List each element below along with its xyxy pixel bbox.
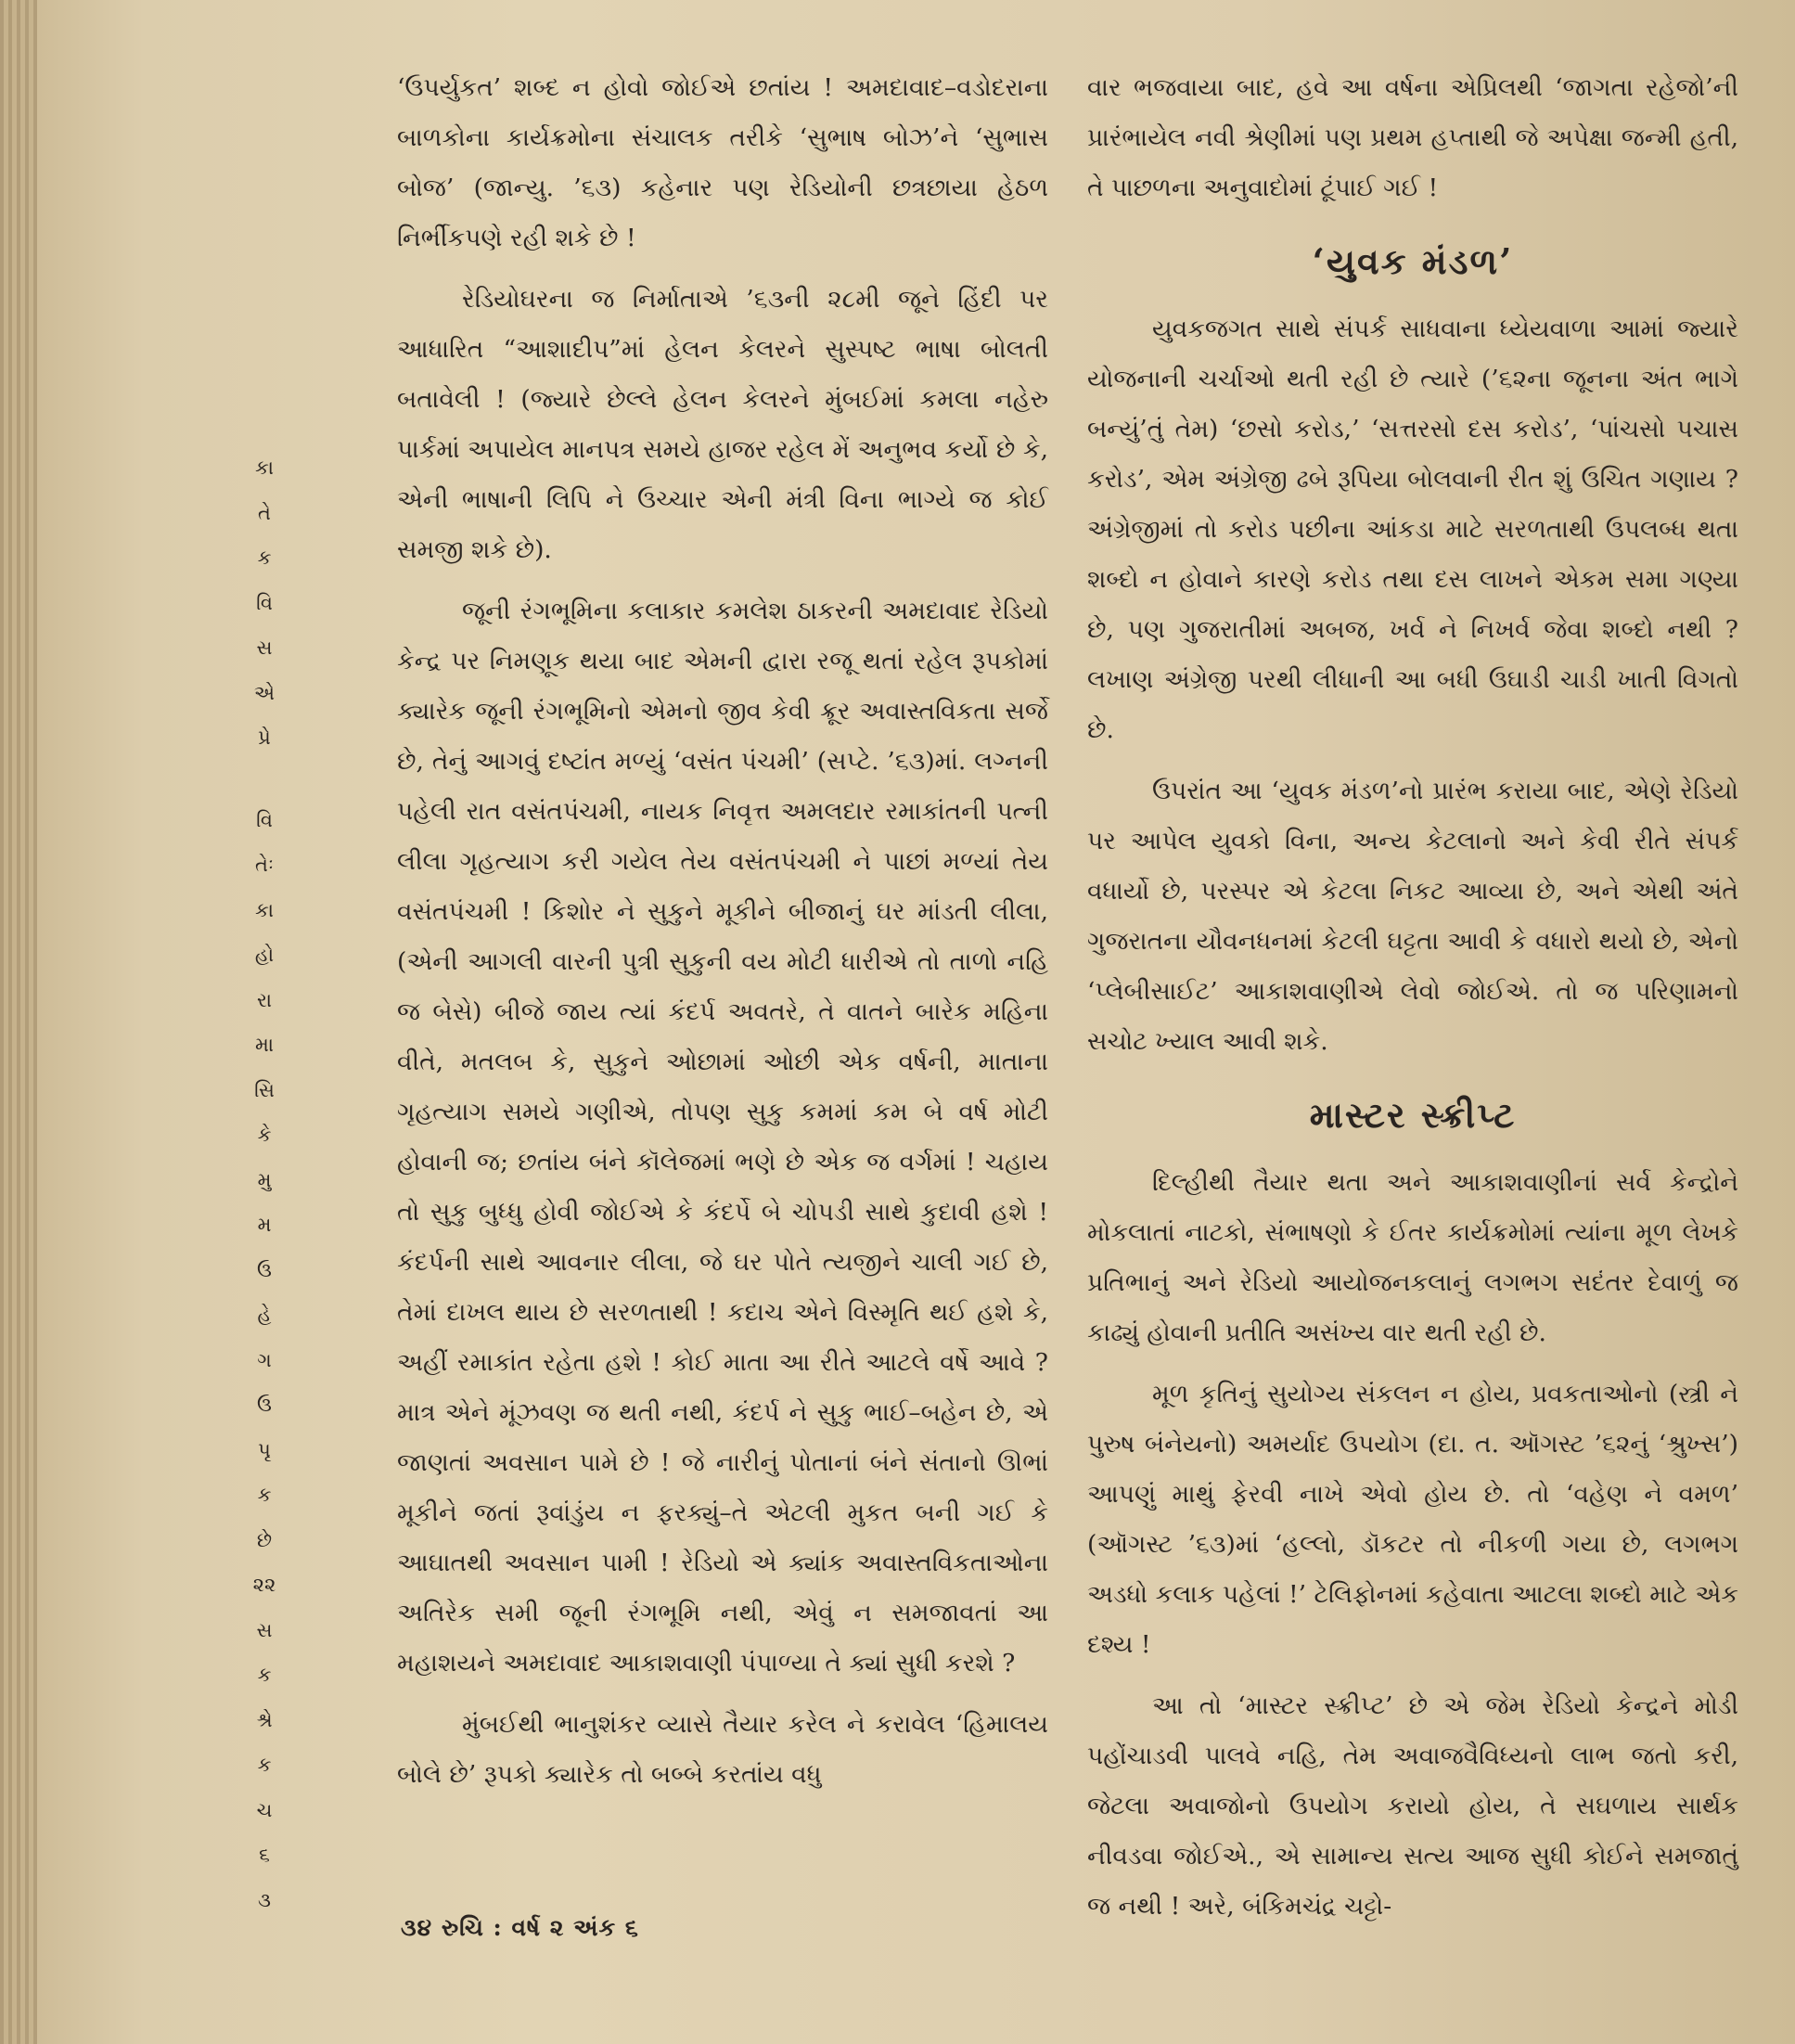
margin-char: એ: [253, 681, 276, 704]
paragraph: ઉપરાંત આ ‘યુવક મંડળ’નો પ્રારંભ કરાયા બાદ, એણે રેડિયો પર આપેલ યુવકો વિના, અન્ય કેટલાનો અને કેવી રીતે સંપર્ક વધાર્યો છે, પરસ્પર એ કેટલા નિકટ આવ્યા છે, અને એથી અંતે ગુજરાતના યૌવનધનમાં કેટલી ઘટ્ટતા આવી કે વધારો થયો છે, એનો ‘પ્લેબીસાઈટ’ આકાશવાણીએ લેવો જોઈએ. તો જ પરિણામનો સચોટ ખ્યાલ આવી શકે.: [1087, 777, 1738, 1056]
margin-char: ક: [257, 546, 272, 569]
margin-char: વિ: [256, 808, 273, 831]
section-heading-yuvak-mandal: ‘યુવક મંડળ’: [1312, 240, 1514, 282]
margin-char: પૃ: [258, 1438, 271, 1461]
stacked-pages-edge: [0, 0, 37, 2044]
margin-char: રા: [256, 988, 272, 1011]
left-column: [397, 63, 1048, 1811]
paragraph: યુવકજગત સાથે સંપર્ક સાધવાના ધ્યેયવાળા આમાં જ્યારે યોજનાની ચર્ચાઓ થતી રહી છે ત્યારે (’૬૨ના જૂનના અંત ભાગે બન્યું’તું તેમ) ‘છસો કરોડ,’ ‘સત્તરસો દસ કરોડ’, ‘પાંચસો પચાસ કરોડ’, એમ અંગ્રેજી ઢબે રૂપિયા બોલવાની રીત શું ઉચિત ગણાય ? અંગ્રેજીમાં તો કરોડ પછીના આંકડા માટે સરળતાથી ઉપલબ્ધ થતા શબ્દો ન હોવાને કારણે કરોડ તથા દસ લાખને એકમ સમા ગણ્યા છે, પણ ગુજરાતીમાં અબજ, ખર્વ ને નિખર્વ જેવા શબ્દો નથી ? લખાણ અંગ્રેજી પરથી લીધાની આ બધી ઉઘાડી ચાડી ખાતી વિગતો છે.: [1087, 315, 1738, 744]
section-heading-master-script: માસ્ટર સ્ક્રીપ્ટ: [1309, 1094, 1517, 1136]
margin-char: મા: [255, 1034, 274, 1056]
margin-char: કા: [255, 456, 274, 479]
paragraph: વાર ભજવાયા બાદ, હવે આ વર્ષના એપ્રિલથી ‘જાગતા રહેજો’ની પ્રારંભાયેલ નવી શ્રેણીમાં પણ પ્રથમ હપ્તાથી જે અપેક્ષા જન્મી હતી, તે પાછળના અનુવાદોમાં ટૂંપાઈ ગઈ !: [1087, 73, 1738, 202]
margin-char: ક: [257, 1484, 272, 1506]
paragraph: રેડિયોઘરના જ નિર્માતાએ ’૬૩ની ૨૮મી જૂને હિંદી પર આધારિત “આશાદીપ”માં હેલન કેલરને સુસ્પષ્ટ ભાષા બોલતી બતાવેલી ! (જ્યારે છેલ્લે હેલન કેલરને મુંબઈમાં કમલા નહેરુ પાર્કમાં અપાયેલ માનપત્ર સમયે હાજર રહેલ મેં અનુભવ કર્યો છે કે, એની ભાષાની લિપિ ને ઉચ્ચાર એની મંત્રી વિના ભાગ્યે જ કોઈ સમજી શકે છે).: [397, 285, 1048, 564]
margin-char: ગ: [257, 1348, 272, 1371]
paragraph: દિલ્હીથી તૈયાર થતા અને આકાશવાણીનાં સર્વ કેન્દ્રોને મોકલાતાં નાટકો, સંભાષણો કે ઈતર કાર્યક્રમોમાં ત્યાંના મૂળ લેખકે પ્રતિભાનું અને રેડિયો આયોજનકલાનું લગભગ સદંતર દેવાળું જ કાઢ્યું હોવાની પ્રતીતિ અસંખ્ય વાર થતી રહી છે.: [1087, 1168, 1738, 1347]
margin-char: ઉ: [257, 1258, 272, 1281]
margin-char: ૨૨: [252, 1574, 276, 1596]
margin-char: ચ: [256, 1798, 273, 1821]
underlying-page-margin-text: [232, 445, 297, 2041]
margin-group-2: [253, 798, 276, 1923]
margin-char: વિ: [256, 591, 273, 614]
paragraph: મુંબઈથી ભાનુશંકર વ્યાસે તૈયાર કરેલ ને કરાવેલ ‘હિમાલય બોલે છે’ રૂપકો ક્યારેક તો બબ્બે કરતાંય વધુ: [397, 1710, 1048, 1789]
margin-char: ઉ: [257, 1394, 272, 1416]
margin-char: પ્રે: [258, 726, 271, 749]
margin-char: મ: [257, 1214, 272, 1236]
margin-char: સિ: [254, 1078, 275, 1101]
right-column: [1087, 63, 1738, 1943]
margin-char: ક: [257, 1664, 272, 1686]
margin-char: હે: [257, 1304, 272, 1326]
page-footer: ૩૪ રુચિ : વર્ષ ૨ અંક ૬: [401, 1914, 639, 1941]
paragraph: જૂની રંગભૂમિના કલાકાર કમલેશ ઠાકરની અમદાવાદ રેડિયો કેન્દ્ર પર નિમણૂક થયા બાદ એમની દ્વારા રજૂ થતાં રહેલ રૂપકોમાં ક્યારેક જૂની રંગભૂમિનો એમનો જીવ કેવી ક્રૂર અવાસ્તવિકતા સર્જે છે, તેનું આગવું દષ્ટાંત મળ્યું ‘વસંત પંચમી’ (સપ્ટે. ’૬૩)માં. લગ્નની પહેલી રાત વસંતપંચમી, નાયક નિવૃત્ત અમલદાર રમાકાંતની પત્ની લીલા ગૃહત્યાગ કરી ગયેલ તેય વસંતપંચમી ને પાછાં મળ્યાં તેય વસંતપંચમી ! કિશોર ને સુકુને મૂકીને બીજાનું ઘર માંડતી લીલા, (એની આગલી વારની પુત્રી સુકુની વય મોટી ધારીએ તો તાળો નહિ જ બેસે) બીજે જાય ત્યાં કંદર્પ અવતરે, તે વાતને બારેક મહિના વીતે, મતલબ કે, સુકુને ઓછામાં ઓછી એક વર્ષની, માતાના ગૃહત્યાગ સમયે ગણીએ, તોપણ સુકુ કમમાં કમ બે વર્ષ મોટી હોવાની જ; છતાંય બંને કૉલેજમાં ભણે છે એક જ વર્ગમાં ! ચહાય તો સુકુ બુધ્ધુ હોવી જોઈએ કે કંદર્પે બે ચોપડી સાથે કુદાવી હશે ! કંદર્પની સાથે આવનાર લીલા, જે ઘર પોતે ત્યજીને ચાલી ગઈ છે, તેમાં દાખલ થાય છે સરળતાથી ! કદાચ એને વિસ્મૃતિ થઈ હશે કે, અહીં રમાકાંત રહેતા હશે ! કોઈ માતા આ રીતે આટલે વર્ષે આવે ? માત્ર એને મૂંઝવણ જ થતી નથી, કંદર્પ ને સુકુ ભાઈ–બહેન છે, એ જાણતાં અવસાન પામે છે ! જે નારીનું પોતાનાં બંને સંતાનો ઊભાં મૂકીને જતાં રૂવાંડુંય ન ફરક્યું–તે એટલી મુકત બની ગઈ કે આઘાતથી અવસાન પામી ! રેડિયો એ ક્યાંક અવાસ્તવિકતાઓના અતિરેક સમી જૂની રંગભૂમિ નથી, એવું ન સમજાવતાં આ મહાશયને અમદાવાદ આકાશવાણી પંપાળ્યા તે ક્યાં સુધી કરશે ?: [397, 597, 1048, 1678]
margin-char: હો: [254, 944, 275, 966]
margin-group-1: [254, 445, 275, 761]
margin-char: તે: [258, 501, 271, 524]
margin-char: છે: [256, 1528, 273, 1551]
margin-char: ૩: [258, 1888, 271, 1911]
margin-char: સ: [256, 636, 273, 659]
margin-char: મુ: [257, 1168, 272, 1191]
margin-char: ક: [257, 1754, 272, 1776]
margin-char: કે: [257, 1124, 272, 1146]
paragraph: ‘ઉપર્યુકત’ શબ્દ ન હોવો જોઈએ છતાંય ! અમદાવાદ–વડોદરાના બાળકોના કાર્યક્રમોના સંચાલક તરીકે ‘સુભાષ બોઝ’ને ‘સુભાસ બોજ’ (જાન્યુ. ’૬૩) કહેનાર પણ રેડિયોની છત્રછાયા હેઠળ નિર્ભીકપણે રહી શકે છે !: [397, 73, 1048, 252]
margin-char: શ્રે: [256, 1708, 273, 1731]
margin-char: તેઃ: [255, 854, 274, 876]
paragraph: મૂળ કૃતિનું સુયોગ્ય સંકલન ન હોય, પ્રવકતાઓનો (સ્ત્રી ને પુરુષ બંનેયનો) અમર્યાદ ઉપયોગ (દા. ત. ઑગસ્ટ ’૬૨નું ‘શ્રુખ્સ’) આપણું માથું ફેરવી નાખે એવો હોય છે. તો ‘વહેણ ને વમળ’ (ઑગસ્ટ ’૬૩)માં ‘હલ્લો, ડૉકટર તો નીકળી ગયા છે, લગભગ અડધો કલાક પહેલાં !’ ટેલિફોનમાં કહેવાતા આટલા શબ્દો માટે એક દશ્ય !: [1087, 1380, 1738, 1659]
paragraph: આ તો ‘માસ્ટર સ્ક્રીપ્ટ’ છે એ જેમ રેડિયો કેન્દ્રને મોડી પહોંચાડવી પાલવે નહિ, તેમ અવાજવૈવિધ્યનો લાભ જતો કરી, જેટલા અવાજોનો ઉપયોગ કરાયો હોય, તે સઘળાય સાર્થક નીવડવા જોઈએ., એ સામાન્ય સત્ય આજ સુધી કોઈને સમજાતું જ નથી ! અરે, બંકિમચંદ્ર ચટ્ટો-: [1087, 1691, 1738, 1921]
margin-char: ૬: [259, 1844, 270, 1866]
margin-char: કા: [255, 898, 274, 921]
margin-char: સ: [256, 1618, 273, 1641]
